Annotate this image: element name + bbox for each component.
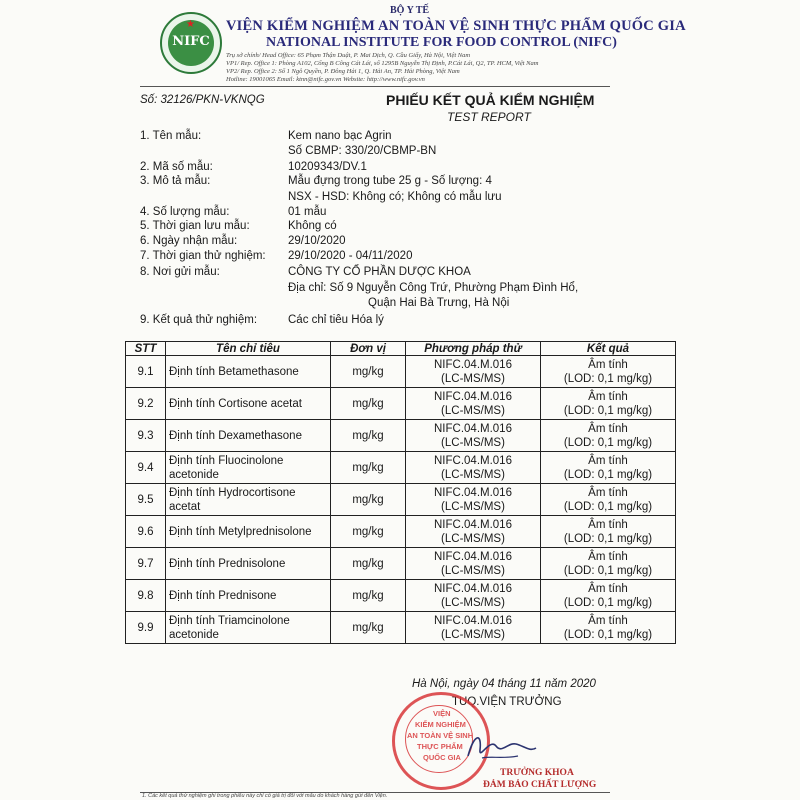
cell-result-text: Âm tính (588, 422, 628, 435)
cell-method-text: (LC-MS/MS) (441, 436, 505, 449)
cell-method-text: NIFC.04.M.016 (434, 390, 512, 403)
header-result: Kết quả (541, 342, 676, 356)
cell-unit (331, 356, 406, 388)
cell-result (541, 484, 676, 516)
cell-unit-text: mg/kg (352, 397, 384, 410)
cell-stt-text: 9.3 (137, 429, 154, 442)
cell-criterion (166, 420, 331, 452)
cell-result-text: Âm tính (588, 486, 628, 499)
cell-stt (126, 484, 166, 516)
table-row (126, 388, 676, 420)
cell-method-text: (LC-MS/MS) (441, 596, 505, 609)
field-value-test-time: 29/10/2020 - 04/11/2020 (288, 250, 413, 262)
cell-criterion (166, 516, 331, 548)
cell-criterion-text: acetonide (169, 468, 219, 481)
cell-method (406, 388, 541, 420)
field-label-description: 3. Mô tả mẫu: (140, 175, 211, 187)
cell-stt (126, 388, 166, 420)
table-row (126, 548, 676, 580)
field-value-sample-name: Kem nano bạc Agrin (288, 130, 392, 142)
cell-criterion (166, 452, 331, 484)
cell-method-text: NIFC.04.M.016 (434, 422, 512, 435)
cell-method-text: NIFC.04.M.016 (434, 614, 512, 627)
cell-method-text: NIFC.04.M.016 (434, 486, 512, 499)
cell-stt (126, 612, 166, 644)
cell-result-text: (LOD: 0,1 mg/kg) (563, 468, 653, 481)
cell-method (406, 420, 541, 452)
handwritten-signature (460, 726, 540, 766)
cell-stt (126, 548, 166, 580)
cell-result-text: (LOD: 0,1 mg/kg) (563, 372, 653, 385)
cell-stt-text: 9.6 (137, 525, 154, 538)
cell-criterion (166, 580, 331, 612)
cell-criterion-text: Định tính Betamethasone (169, 365, 299, 378)
stamp-line-5: QUỐC GIA (423, 753, 461, 762)
rep-office-2-address: VP2/ Rep. Office 2: Số 1 Ngô Quyền, P. Đông Hải 1, Q. Hải An, TP. Hải Phòng, Việt Nam (226, 68, 460, 75)
cell-method (406, 580, 541, 612)
cell-stt (126, 420, 166, 452)
header-divider (140, 86, 610, 87)
cell-result-text: (LOD: 0,1 mg/kg) (563, 596, 653, 609)
cell-result (541, 420, 676, 452)
stamp-line-1: VIỆN (433, 709, 451, 718)
cell-unit-text: mg/kg (352, 589, 384, 602)
cell-stt-text: 9.1 (137, 365, 154, 378)
cell-method (406, 612, 541, 644)
cell-result-text: (LOD: 0,1 mg/kg) (563, 404, 653, 417)
cell-unit-text: mg/kg (352, 557, 384, 570)
cell-result-text: Âm tính (588, 614, 628, 627)
logo-text: NIFC (172, 34, 210, 49)
cell-unit (331, 548, 406, 580)
signing-date: Hà Nội, ngày 04 tháng 11 năm 2020 (412, 678, 596, 690)
table-row (126, 452, 676, 484)
field-value-sample-code: 10209343/DV.1 (288, 161, 367, 173)
field-value-sender: CÔNG TY CỔ PHẦN DƯỢC KHOA (288, 266, 471, 278)
report-number: Số: 32126/PKN-VKNQG (140, 94, 265, 106)
field-label-test-time: 7. Thời gian thử nghiệm: (140, 250, 266, 262)
stamp-line-3: AN TOÀN VỆ SINH (407, 731, 474, 740)
cell-criterion-text: Định tính Cortisone acetat (169, 397, 302, 410)
stamp-line-4: THỰC PHẨM (417, 742, 463, 751)
footer-note: 1. Các kết quả thử nghiệm ghi trong phiếu này chỉ có giá trị đối với mẫu do khách hàng gửi đến Viện. (142, 793, 388, 799)
results-table (125, 341, 676, 644)
field-label-sample-name: 1. Tên mẫu: (140, 130, 202, 142)
ministry-name: BỘ Y TẾ (390, 5, 430, 16)
cell-result (541, 452, 676, 484)
cell-method (406, 516, 541, 548)
cell-result-text: Âm tính (588, 582, 628, 595)
report-subtitle: TEST REPORT (447, 110, 531, 124)
cell-stt-text: 9.7 (137, 557, 154, 570)
cell-result-text: (LOD: 0,1 mg/kg) (563, 564, 653, 577)
field-value-address-2: Quận Hai Bà Trưng, Hà Nội (368, 297, 510, 309)
cell-result-text: (LOD: 0,1 mg/kg) (563, 500, 653, 513)
cell-result-text: Âm tính (588, 358, 628, 371)
cell-criterion-text: Định tính Fluocinolone (169, 454, 284, 467)
star-icon: ★ (186, 19, 195, 30)
cell-stt-text: 9.4 (137, 461, 154, 474)
cell-stt-text: 9.9 (137, 621, 154, 634)
cell-method-text: (LC-MS/MS) (441, 532, 505, 545)
cell-result-text: (LOD: 0,1 mg/kg) (563, 628, 653, 641)
cell-result (541, 548, 676, 580)
cell-method-text: (LC-MS/MS) (441, 404, 505, 417)
cell-stt-text: 9.5 (137, 493, 154, 506)
field-value-storage: Không có (288, 220, 337, 232)
cell-unit-text: mg/kg (352, 621, 384, 634)
nifc-logo (160, 12, 222, 74)
cell-criterion (166, 356, 331, 388)
cell-unit-text: mg/kg (352, 365, 384, 378)
cell-result-text: Âm tính (588, 454, 628, 467)
table-row (126, 420, 676, 452)
cell-criterion (166, 612, 331, 644)
contact-line: Hotline: 19001065 Email: ktnn@nifc.gov.vn Website: http://www.nifc.gov.vn (226, 76, 425, 83)
table-header-row (126, 342, 676, 356)
header-method: Phương pháp thử (406, 342, 541, 356)
results-table-body (126, 356, 676, 644)
cell-unit (331, 452, 406, 484)
cell-stt (126, 356, 166, 388)
cell-stt-text: 9.2 (137, 397, 154, 410)
cell-method (406, 452, 541, 484)
cell-criterion-text: Định tính Dexamethasone (169, 429, 302, 442)
cell-method-text: (LC-MS/MS) (441, 468, 505, 481)
cell-result (541, 580, 676, 612)
cell-criterion-text: Định tính Triamcinolone (169, 614, 290, 627)
cell-stt (126, 516, 166, 548)
department-name: ĐẢM BẢO CHẤT LƯỢNG (483, 780, 597, 790)
cell-result (541, 516, 676, 548)
cell-stt (126, 452, 166, 484)
field-label-received-date: 6. Ngày nhận mẫu: (140, 235, 238, 247)
cell-criterion-text: acetat (169, 500, 201, 513)
cell-unit (331, 388, 406, 420)
institute-title-en: NATIONAL INSTITUTE FOR FOOD CONTROL (NIFC) (266, 35, 617, 50)
field-value-description-2: NSX - HSD: Không có; Không có mẫu lưu (288, 191, 502, 203)
signer-title: TUQ.VIỆN TRƯỞNG (452, 696, 562, 708)
table-row (126, 580, 676, 612)
cell-method-text: NIFC.04.M.016 (434, 518, 512, 531)
cell-unit-text: mg/kg (352, 525, 384, 538)
cell-method-text: NIFC.04.M.016 (434, 358, 512, 371)
cell-unit (331, 420, 406, 452)
cell-stt-text: 9.8 (137, 589, 154, 602)
table-row (126, 484, 676, 516)
cell-unit (331, 484, 406, 516)
field-value-quantity: 01 mẫu (288, 206, 327, 218)
cell-result (541, 356, 676, 388)
rep-office-1-address: VP1/ Rep. Office 1: Phòng A102, Cổng B Công Cát Lái, số 1295B Nguyễn Thị Định, P.Cát Lái, Q2, TP. HCM, Việt Nam (226, 60, 539, 67)
field-label-quantity: 4. Số lượng mẫu: (140, 206, 230, 218)
cell-criterion (166, 484, 331, 516)
table-row (126, 356, 676, 388)
cell-method-text: NIFC.04.M.016 (434, 550, 512, 563)
cell-criterion (166, 388, 331, 420)
cell-method-text: (LC-MS/MS) (441, 564, 505, 577)
cell-criterion-text: Định tính Metylprednisolone (169, 525, 312, 538)
cell-criterion-text: Định tính Prednisolone (169, 557, 286, 570)
header-unit: Đơn vị (331, 342, 406, 356)
cell-unit (331, 612, 406, 644)
cell-result-text: (LOD: 0,1 mg/kg) (563, 532, 653, 545)
table-row (126, 612, 676, 644)
cell-result-text: Âm tính (588, 550, 628, 563)
report-title: PHIẾU KẾT QUẢ KIỂM NGHIỆM (386, 92, 595, 108)
field-label-storage: 5. Thời gian lưu mẫu: (140, 220, 250, 232)
field-label-sender: 8. Nơi gửi mẫu: (140, 266, 220, 278)
cell-result-text: (LOD: 0,1 mg/kg) (563, 436, 653, 449)
header-criterion: Tên chỉ tiêu (166, 342, 331, 356)
head-office-address: Trụ sở chính/ Head Office: 65 Phạm Thận Duật, P. Mai Dịch, Q. Cầu Giấy, Hà Nội, Việt Nam (226, 52, 471, 59)
table-row (126, 516, 676, 548)
cell-method-text: (LC-MS/MS) (441, 500, 505, 513)
cell-method (406, 356, 541, 388)
cell-method-text: NIFC.04.M.016 (434, 454, 512, 467)
cell-unit-text: mg/kg (352, 461, 384, 474)
header-stt: STT (126, 342, 166, 356)
cell-method (406, 484, 541, 516)
field-value-address-1: Địa chỉ: Số 9 Nguyễn Công Trứ, Phường Phạm Đình Hổ, (288, 282, 579, 294)
field-value-received-date: 29/10/2020 (288, 235, 346, 247)
cell-unit (331, 580, 406, 612)
field-value-description: Mẫu đựng trong tube 25 g - Số lượng: 4 (288, 175, 492, 187)
cell-method-text: NIFC.04.M.016 (434, 582, 512, 595)
field-label-sample-code: 2. Mã số mẫu: (140, 161, 213, 173)
cell-criterion-text: Định tính Prednisone (169, 589, 277, 602)
stamp-line-2: KIỂM NGHIỆM (415, 720, 466, 729)
cell-result (541, 612, 676, 644)
cell-result-text: Âm tính (588, 390, 628, 403)
cell-result (541, 388, 676, 420)
cell-stt (126, 580, 166, 612)
cell-method-text: (LC-MS/MS) (441, 372, 505, 385)
field-value-cbmp: Số CBMP: 330/20/CBMP-BN (288, 145, 437, 157)
cell-criterion-text: Định tính Hydrocortisone (169, 486, 296, 499)
cell-method (406, 548, 541, 580)
cell-unit-text: mg/kg (352, 429, 384, 442)
cell-criterion-text: acetonide (169, 628, 219, 641)
cell-unit (331, 516, 406, 548)
cell-method-text: (LC-MS/MS) (441, 628, 505, 641)
field-value-test-result: Các chỉ tiêu Hóa lý (288, 314, 384, 326)
field-label-test-result: 9. Kết quả thử nghiệm: (140, 314, 258, 326)
cell-result-text: Âm tính (588, 518, 628, 531)
institute-title-vi: VIỆN KIỂM NGHIỆM AN TOÀN VỆ SINH THỰC PHẨM QUỐC GIA (226, 18, 686, 34)
department-title: TRƯỞNG KHOA (500, 768, 574, 778)
cell-unit-text: mg/kg (352, 493, 384, 506)
cell-criterion (166, 548, 331, 580)
